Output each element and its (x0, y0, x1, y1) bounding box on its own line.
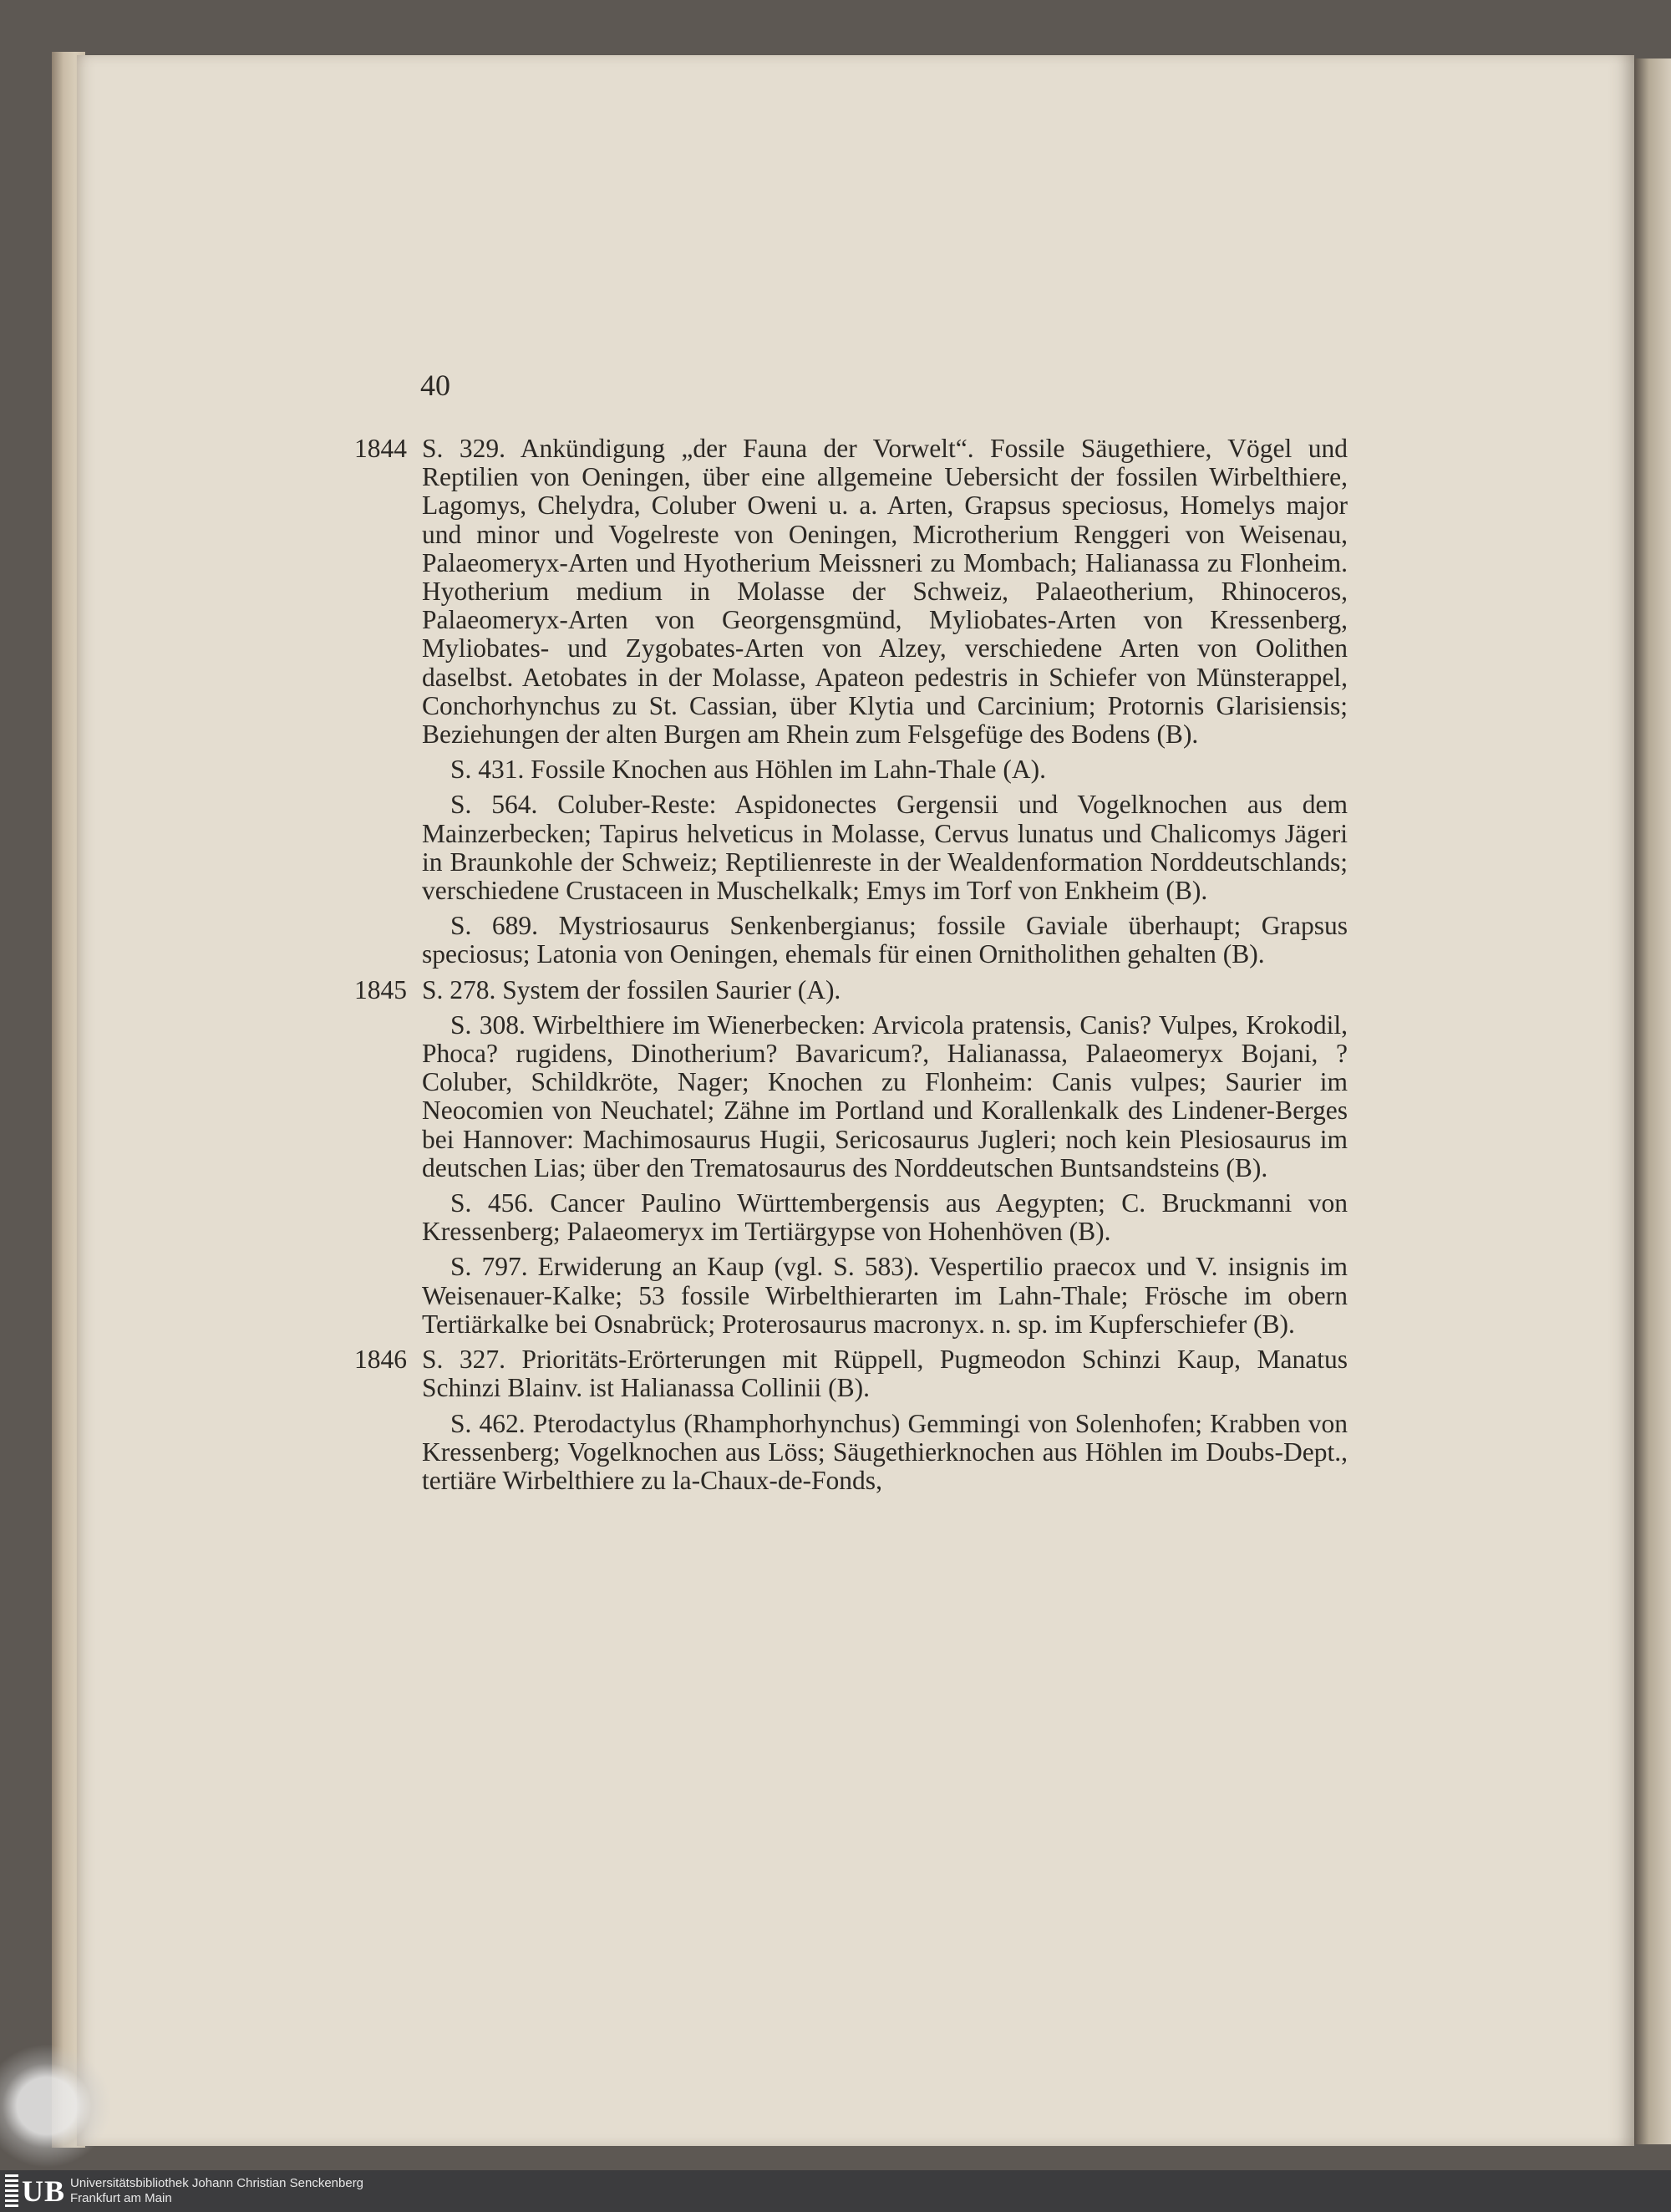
library-logo (5, 2174, 65, 2208)
institution-line-1: Universitätsbibliothek Johann Christian Senckenberg (70, 2176, 364, 2190)
logo-text: UB (22, 2174, 66, 2208)
page-number: 40 (420, 369, 450, 402)
entry-text: S. 308. Wirbelthiere im Wienerbecken: Arvicola pratensis, Canis? Vulpes, Krokodil, Phoca? rugidens, Dinotherium? Bavaricum?, Halianassa, Palaeomeryx Bojani, ? Coluber, Schildkröte, Nager; Knochen zu Flonheim: Canis vulpes; Saurier im Neocomien von Neuchatel; Zähne im Portland und Korallenkalk des Lindener-Berges bei Hannover: Machimosaurus Hugii, Sericosaurus Jugleri; noch kein Plesiosaurus im deutschen Lias; über den Trematosaurus des Norddeutschen Buntsandsteins (B). (422, 1009, 1348, 1182)
entry-paragraph (354, 1345, 1348, 1403)
entry-text: S. 462. Pterodactylus (Rhamphorhynchus) Gemmingi von Solenhofen; Krabben von Kressenberg; Vogelknochen aus Löss; Säugethierknochen aus Höhlen im Doubs-Dept., tertiäre Wirbelthiere zu la-Chaux-de-Fonds, (422, 1408, 1348, 1495)
entry-paragraph (422, 912, 1348, 969)
entry-text: S. 689. Mystriosaurus Senkenbergianus; fossile Gaviale überhaupt; Grapsus speciosus; Latonia von Oeningen, ehemals für einen Ornitholithen gehalten (B). (422, 911, 1348, 969)
entry-year: 1844 (354, 434, 407, 463)
entry-paragraph (354, 434, 1348, 750)
entry-text: S. 431. Fossile Knochen aus Höhlen im Lahn-Thale (A). (450, 755, 1046, 785)
entry-text: S. 327. Prioritäts-Erörterungen mit Rüppell, Pugmeodon Schinzi Kaup, Manatus Schinzi Blainv. ist Halianassa Collinii (B). (422, 1345, 1348, 1403)
book-clip (0, 2039, 117, 2173)
entry-year: 1845 (354, 974, 407, 1004)
entries-list (354, 434, 1348, 1502)
logo-stripes-icon (5, 2174, 18, 2208)
entry-paragraph (422, 1253, 1348, 1339)
entry-paragraph (354, 974, 1348, 1004)
entry-paragraph (422, 791, 1348, 905)
entry-text: S. 797. Erwiderung an Kaup (vgl. S. 583). Vespertilio praecox und V. insignis im Weisenauer-Kalke; 53 fossile Wirbelthierarten im Lahn-Thale; Frösche im obern Tertiärkalke bei Osnabrück; Proterosaurus macronyx. n. sp. im Kupferschiefer (B). (422, 1252, 1348, 1339)
entry-paragraph (422, 1011, 1348, 1182)
institution-line-2: Frankfurt am Main (70, 2191, 172, 2205)
entry-paragraph (422, 1410, 1348, 1496)
entry-paragraph (422, 1189, 1348, 1246)
entry-text: S. 456. Cancer Paulino Württembergensis aus Aegypten; C. Bruckmanni von Kressenberg; Palaeomeryx im Tertiärgypse von Hohenhöven (B). (422, 1188, 1348, 1247)
entry-year: 1846 (354, 1345, 407, 1375)
next-page-edge (1634, 58, 1671, 2144)
institution-name (70, 2176, 363, 2206)
entry-text: S. 329. Ankündigung „der Fauna der Vorwelt“. Fossile Säugethiere, Vögel und Reptilien von Oeningen, über eine allgemeine Uebersicht der fossilen Wirbelthiere, Lagomys, Chelydra, Coluber Oweni u. a. Arten, Grapsus speciosus, Homelys major und minor und Vogelreste von Oeningen, Microtherium Renggeri von Weisenau, Palaeomeryx-Arten und Hyotherium Meissneri zu Mombach; Halianassa zu Flonheim. Hyotherium medium in Molasse der Schweiz, Palaeotherium, Rhinoceros, Palaeomeryx-Arten von Georgensgmünd, Myliobates-Arten von Kressenberg, Myliobates- und Zygobates-Arten von Alzey, verschiedene Arten von Oolithen daselbst. Aetobates in der Molasse, Apateon pedestris in Schiefer von Münsterappel, Conchorhynchus zu St. Cassian, über Klytia und Carcinium; Protornis Glarisiensis; Beziehungen der alten Burgen am Rhein zum Felsgefüge des Bodens (B). (422, 434, 1348, 750)
entry-paragraph (422, 755, 1348, 784)
entry-text: S. 278. System der fossilen Saurier (A). (422, 974, 841, 1004)
entry-text: S. 564. Coluber-Reste: Aspidonectes Gergensii und Vogelknochen aus dem Mainzerbecken; Tapirus helveticus in Molasse, Cervus lunatus und Chalicomys Jägeri in Braunkohle der Schweiz; Reptilienreste in der Wealdenformation Norddeutschlands; verschiedene Crustaceen in Muschelkalk; Emys im Torf von Enkheim (B). (422, 790, 1348, 906)
